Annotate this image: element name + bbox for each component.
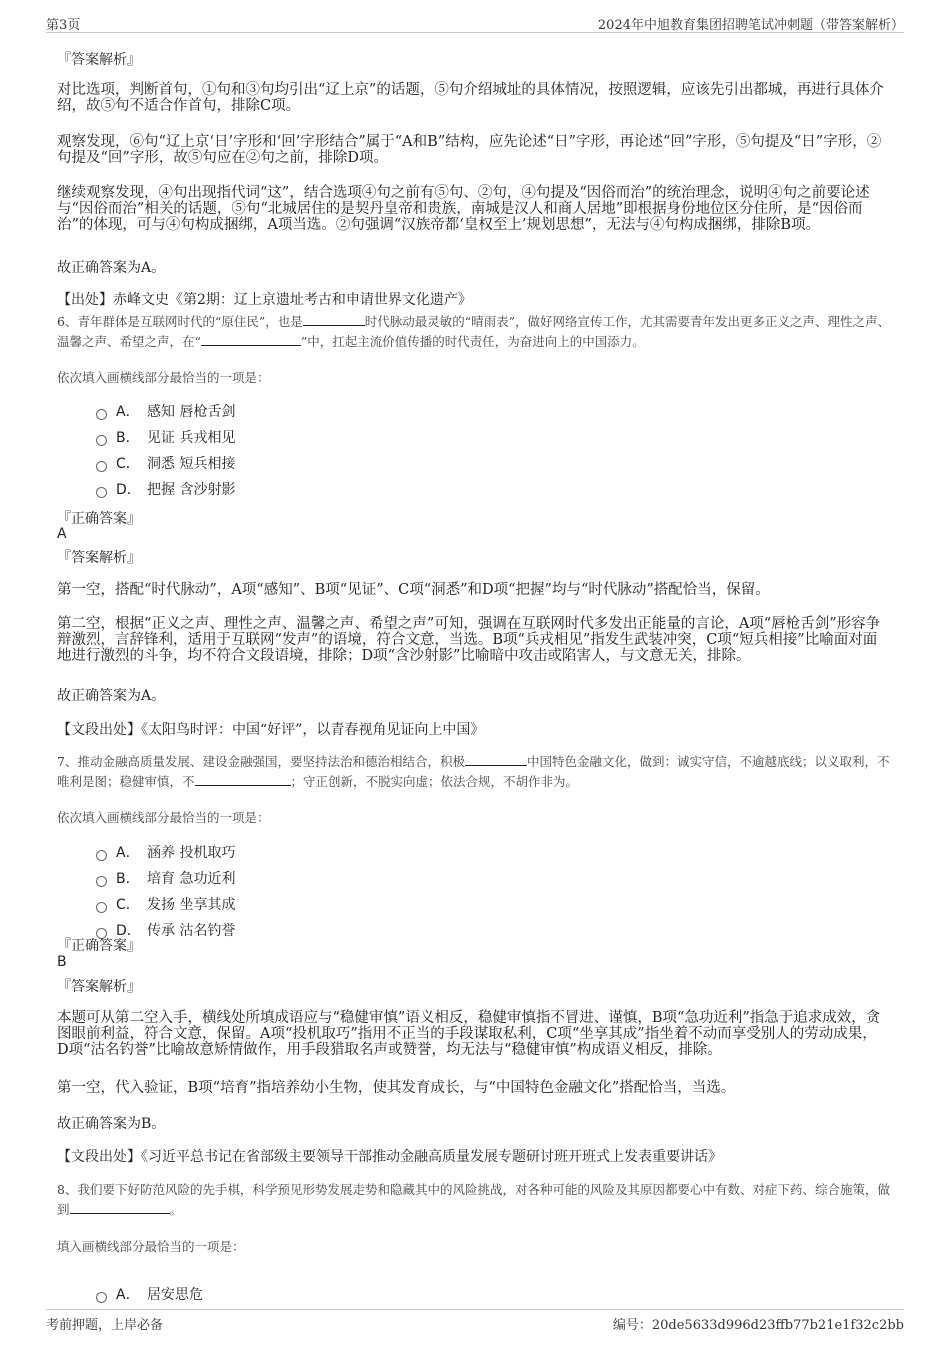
q6-stem: 6、青年群体是互联网时代的“原住民”，也是 时代脉动最灵敏的“晴雨表”，做好网络宣传工作，尤其需要青年发出更多正义之声、理性之声、温馨之声、希望之声，在“ ”中，扛起主流价值传播的时代责任，为奋进向上的中国添力。 [57, 314, 891, 349]
q7-conclusion: 故正确答案为B。 [57, 1116, 166, 1132]
footer-divider [46, 1309, 904, 1310]
q7-option-b[interactable]: B． 培育 急功近利 [96, 868, 235, 888]
q8-blank-1 [70, 1201, 170, 1214]
footer-document-code: 编号：20de5633d996d23ffb77b21e1f32c2bb [612, 1318, 904, 1333]
q5-analysis-para-2: 观察发现，⑥句“辽上京‘日’字形和‘回’字形结合”属于“A和B”结构，应先论述“日”字形，再论述“回”字形，⑤句提及“日”字形，②句提及“回”字形，故⑤句应在②句之前，排除D项。 [57, 134, 882, 166]
q7-instruction: 依次填入画横线部分最恰当的一项是： [57, 810, 270, 825]
page-number: 第3页 [46, 18, 81, 33]
header-divider [46, 32, 904, 33]
q6-conclusion: 故正确答案为A。 [57, 688, 166, 704]
radio-icon[interactable] [96, 902, 107, 913]
q6-instruction: 依次填入画横线部分最恰当的一项是： [57, 370, 270, 385]
q7-option-c[interactable]: C． 发扬 坐享其成 [96, 894, 235, 914]
q6-blank-1 [303, 313, 365, 326]
radio-icon[interactable] [96, 876, 107, 887]
q6-option-c[interactable]: C． 洞悉 短兵相接 [96, 453, 235, 473]
q7-blank-2 [195, 773, 291, 786]
q7-correct-label: 『正确答案』 [57, 938, 141, 954]
radio-icon[interactable] [96, 461, 107, 472]
q6-correct-answer: A [57, 526, 67, 542]
q8-option-a[interactable]: A． 居安思危 [96, 1284, 203, 1304]
q6-source: 【文段出处】《太阳鸟时评：中国“好评”，以青春视角见证向上中国》 [57, 722, 485, 738]
q7-correct-answer: B [57, 954, 67, 970]
q8-stem: 8、我们要下好防范风险的先手棋，科学预见形势发展走势和隐藏其中的风险挑战，对各种可能的风险及其原因都要心中有数、对症下药、综合施策，做到 。 [57, 1182, 890, 1217]
page-header [0, 0, 950, 38]
q6-analysis-para-1: 第一空，搭配“时代脉动”，A项“感知”、B项“见证”、C项“洞悉”和D项“把握”均与“时代脉动”搭配恰当，保留。 [57, 582, 770, 598]
document-title: 2024年中旭教育集团招聘笔试冲刺题（带答案解析） [597, 18, 904, 33]
radio-icon[interactable] [96, 1292, 107, 1303]
q5-analysis-para-1: 对比选项，判断首句，①句和③句均引出“辽上京”的话题，⑤句介绍城址的具体情况，按照逻辑，应该先引出都城，再进行具体介绍，故⑤句不适合作首句，排除C项。 [57, 82, 884, 114]
q7-analysis-para-1: 本题可从第二空入手，横线处所填成语应与“稳健审慎”语义相反，稳健审慎指不冒进、谨慎，B项“急功近利”指急于追求成效，贪图眼前利益，符合文意，保留。A项“投机取巧”指用不正当的手段谋取私利，C项“坐享其成”指坐着不动而享受别人的劳动成果，D项“沽名钓誉”比喻故意矫情做作，用手段猎取名声或赞誉，均无法与“稳健审慎”构成语义相反，排除。 [57, 1010, 881, 1058]
q7-source: 【文段出处】《习近平总书记在省部级主要领导干部推动金融高质量发展专题研讨班开班式上发表重要讲话》 [57, 1149, 722, 1165]
q8-instruction: 填入画横线部分最恰当的一项是： [57, 1239, 245, 1254]
radio-icon[interactable] [96, 409, 107, 420]
radio-icon[interactable] [96, 435, 107, 446]
footer-slogan: 考前押题，上岸必备 [46, 1318, 164, 1333]
q5-analysis-label: 『答案解析』 [57, 52, 141, 68]
q5-source: 【出处】赤峰文史《第2期：辽上京遗址考古和申请世界文化遗产》 [57, 292, 472, 308]
q6-blank-2 [201, 333, 301, 346]
q6-option-d[interactable]: D． 把握 含沙射影 [96, 479, 235, 499]
q7-analysis-label: 『答案解析』 [57, 979, 141, 995]
q6-analysis-label: 『答案解析』 [57, 550, 141, 566]
q7-option-d[interactable]: D． 传承 沽名钓誉 [96, 920, 235, 940]
q5-conclusion: 故正确答案为A。 [57, 260, 166, 276]
q7-blank-1 [465, 753, 527, 766]
q5-analysis-para-3: 继续观察发现，④句出现指代词“这”，结合选项④句之前有⑤句、②句，④句提及“因俗而治”的统治理念，说明④句之前要论述与“因俗而治”相关的话题，⑤句“北城居住的是契丹皇帝和贵族，南城是汉人和商人居地”即根据身份地位区分住所，是“因俗而治”的体现，可与④句构成捆绑，A项当选。②句强调“汉族帝都‘皇权至上’规划思想”，无法与④句构成捆绑，排除B项。 [57, 185, 870, 233]
q7-option-a[interactable]: A． 涵养 投机取巧 [96, 842, 235, 862]
radio-icon[interactable] [96, 850, 107, 861]
q6-option-a[interactable]: A． 感知 唇枪舌剑 [96, 401, 235, 421]
q7-stem: 7、推动金融高质量发展、建设金融强国，要坚持法治和德治相结合，积极 中国特色金融文化，做到：诚实守信，不逾越底线；以义取利，不唯利是图；稳健审慎，不 ；守正创新，不脱实向虚；依法合规，不胡作非为。 [57, 754, 890, 789]
q6-correct-label: 『正确答案』 [57, 511, 141, 527]
q7-analysis-para-2: 第一空，代入验证，B项“培育”指培养幼小生物，使其发育成长，与“中国特色金融文化”搭配恰当，当选。 [57, 1080, 736, 1096]
q6-analysis-para-2: 第二空，根据“正义之声、理性之声、温馨之声、希望之声”可知，强调在互联网时代多发出正能量的言论，A项“唇枪舌剑”形容争辩激烈，言辞锋利，适用于互联网“发声”的语境，符合文意，当选。B项“兵戎相见”指发生武装冲突，C项“短兵相接”比喻面对面地进行激烈的斗争，均不符合文段语境，排除；D项“含沙射影”比喻暗中攻击或陷害人，与文意无关，排除。 [57, 616, 881, 664]
q6-option-b[interactable]: B． 见证 兵戎相见 [96, 427, 235, 447]
radio-icon[interactable] [96, 487, 107, 498]
